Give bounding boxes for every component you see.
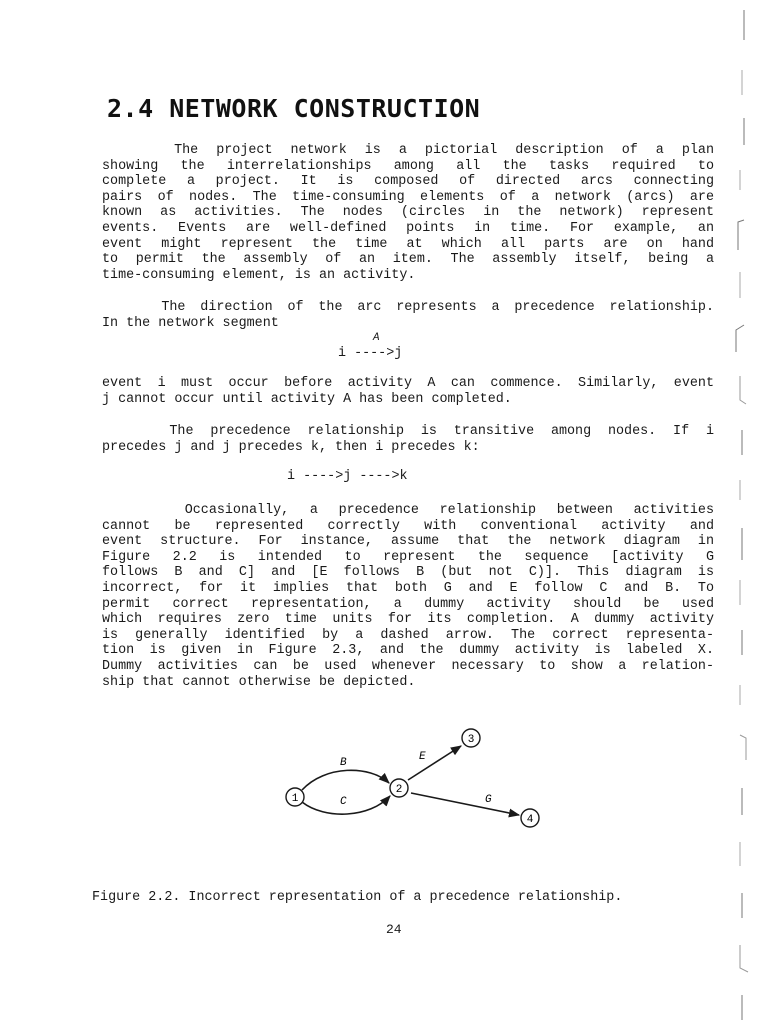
paragraph-line: tion is given in Figure 2.3, and the dummy activity is labeled X. (102, 643, 714, 659)
page-number: 24 (386, 922, 402, 937)
arc-b-path (302, 770, 389, 790)
paragraph-line: j cannot occur until activity A has been completed. (102, 391, 512, 407)
paragraph-network-definition (102, 143, 714, 283)
paragraph-line: The project network is a pictorial description of a plan (102, 143, 714, 158)
arc-activity-label: A (373, 332, 380, 344)
paragraph-line: Occasionally, a precedence relationship between activities (102, 503, 714, 518)
paragraph-line: known as activities. The nodes (circles in the network) represent (102, 205, 714, 221)
paragraph-event-order (102, 376, 714, 407)
paragraph-line: showing the interrelationships among all the tasks required to (102, 158, 714, 174)
arc-c-label: C (340, 796, 347, 808)
paragraph-line: permit correct representation, a dummy activity should be used (102, 596, 714, 612)
section-heading: 2.4 NETWORK CONSTRUCTION (107, 94, 481, 123)
network-diagram-figure-2-2 (260, 720, 560, 840)
arc-formula: i ---->j (338, 346, 403, 361)
paragraph-line: complete a project. It is composed of directed arcs connecting (102, 174, 714, 190)
arc-g-path (411, 793, 519, 815)
figure-caption: Figure 2.2. Incorrect representation of a precedence relationship. (92, 890, 623, 905)
scan-margin-marks (720, 0, 768, 1024)
node-1-label: 1 (291, 793, 299, 805)
paragraph-line: is generally identified by a dashed arrow. The correct representa- (102, 627, 714, 643)
node-2-label: 2 (395, 784, 403, 796)
node-4-label: 4 (526, 814, 534, 826)
paragraph-line: Dummy activities can be used whenever necessary to show a relation- (102, 658, 714, 674)
paragraph-line: precedes j and j precedes k, then i precedes k: (102, 439, 480, 455)
paragraph-line: event i must occur before activity A can commence. Similarly, event (102, 376, 714, 391)
paragraph-line: time-consuming element, is an activity. (102, 267, 416, 283)
paragraph-line: Figure 2.2 is intended to represent the sequence [activity G (102, 549, 714, 565)
paragraph-transitive (102, 424, 714, 455)
arc-e-path (408, 746, 461, 780)
paragraph-line: In the network segment (102, 315, 279, 331)
paragraph-line: event structure. For instance, assume that the network diagram in (102, 534, 714, 550)
paragraph-line: cannot be represented correctly with conventional activity and (102, 518, 714, 534)
paragraph-line: pairs of nodes. The time-consuming elements of a network (arcs) are (102, 189, 714, 205)
paragraph-line: ship that cannot otherwise be depicted. (102, 674, 416, 690)
paragraph-line: which requires zero time units for its completion. A dummy activity (102, 612, 714, 628)
paragraph-line: The precedence relationship is transitive among nodes. If i (102, 424, 714, 439)
paragraph-dummy-activities (102, 503, 714, 690)
paragraph-line: events. Events are well-defined points in time. For example, an (102, 220, 714, 236)
arc-g-label: G (485, 794, 492, 806)
paragraph-line: follows B and C] and [E follows B (but not C)]. This diagram is (102, 565, 714, 581)
paragraph-line: to permit the assembly of an item. The assembly itself, being a (102, 252, 714, 268)
paragraph-arc-direction (102, 300, 714, 331)
node-3-label: 3 (467, 734, 475, 746)
paragraph-line: incorrect, for it implies that both G and E follow C and B. To (102, 580, 714, 596)
arc-e-label: E (419, 751, 426, 763)
paragraph-line: The direction of the arc represents a precedence relationship. (102, 300, 714, 315)
paragraph-line: event might represent the time at which all parts are on hand (102, 236, 714, 252)
transitive-formula: i ---->j ---->k (287, 469, 408, 484)
arc-b-label: B (340, 757, 347, 769)
